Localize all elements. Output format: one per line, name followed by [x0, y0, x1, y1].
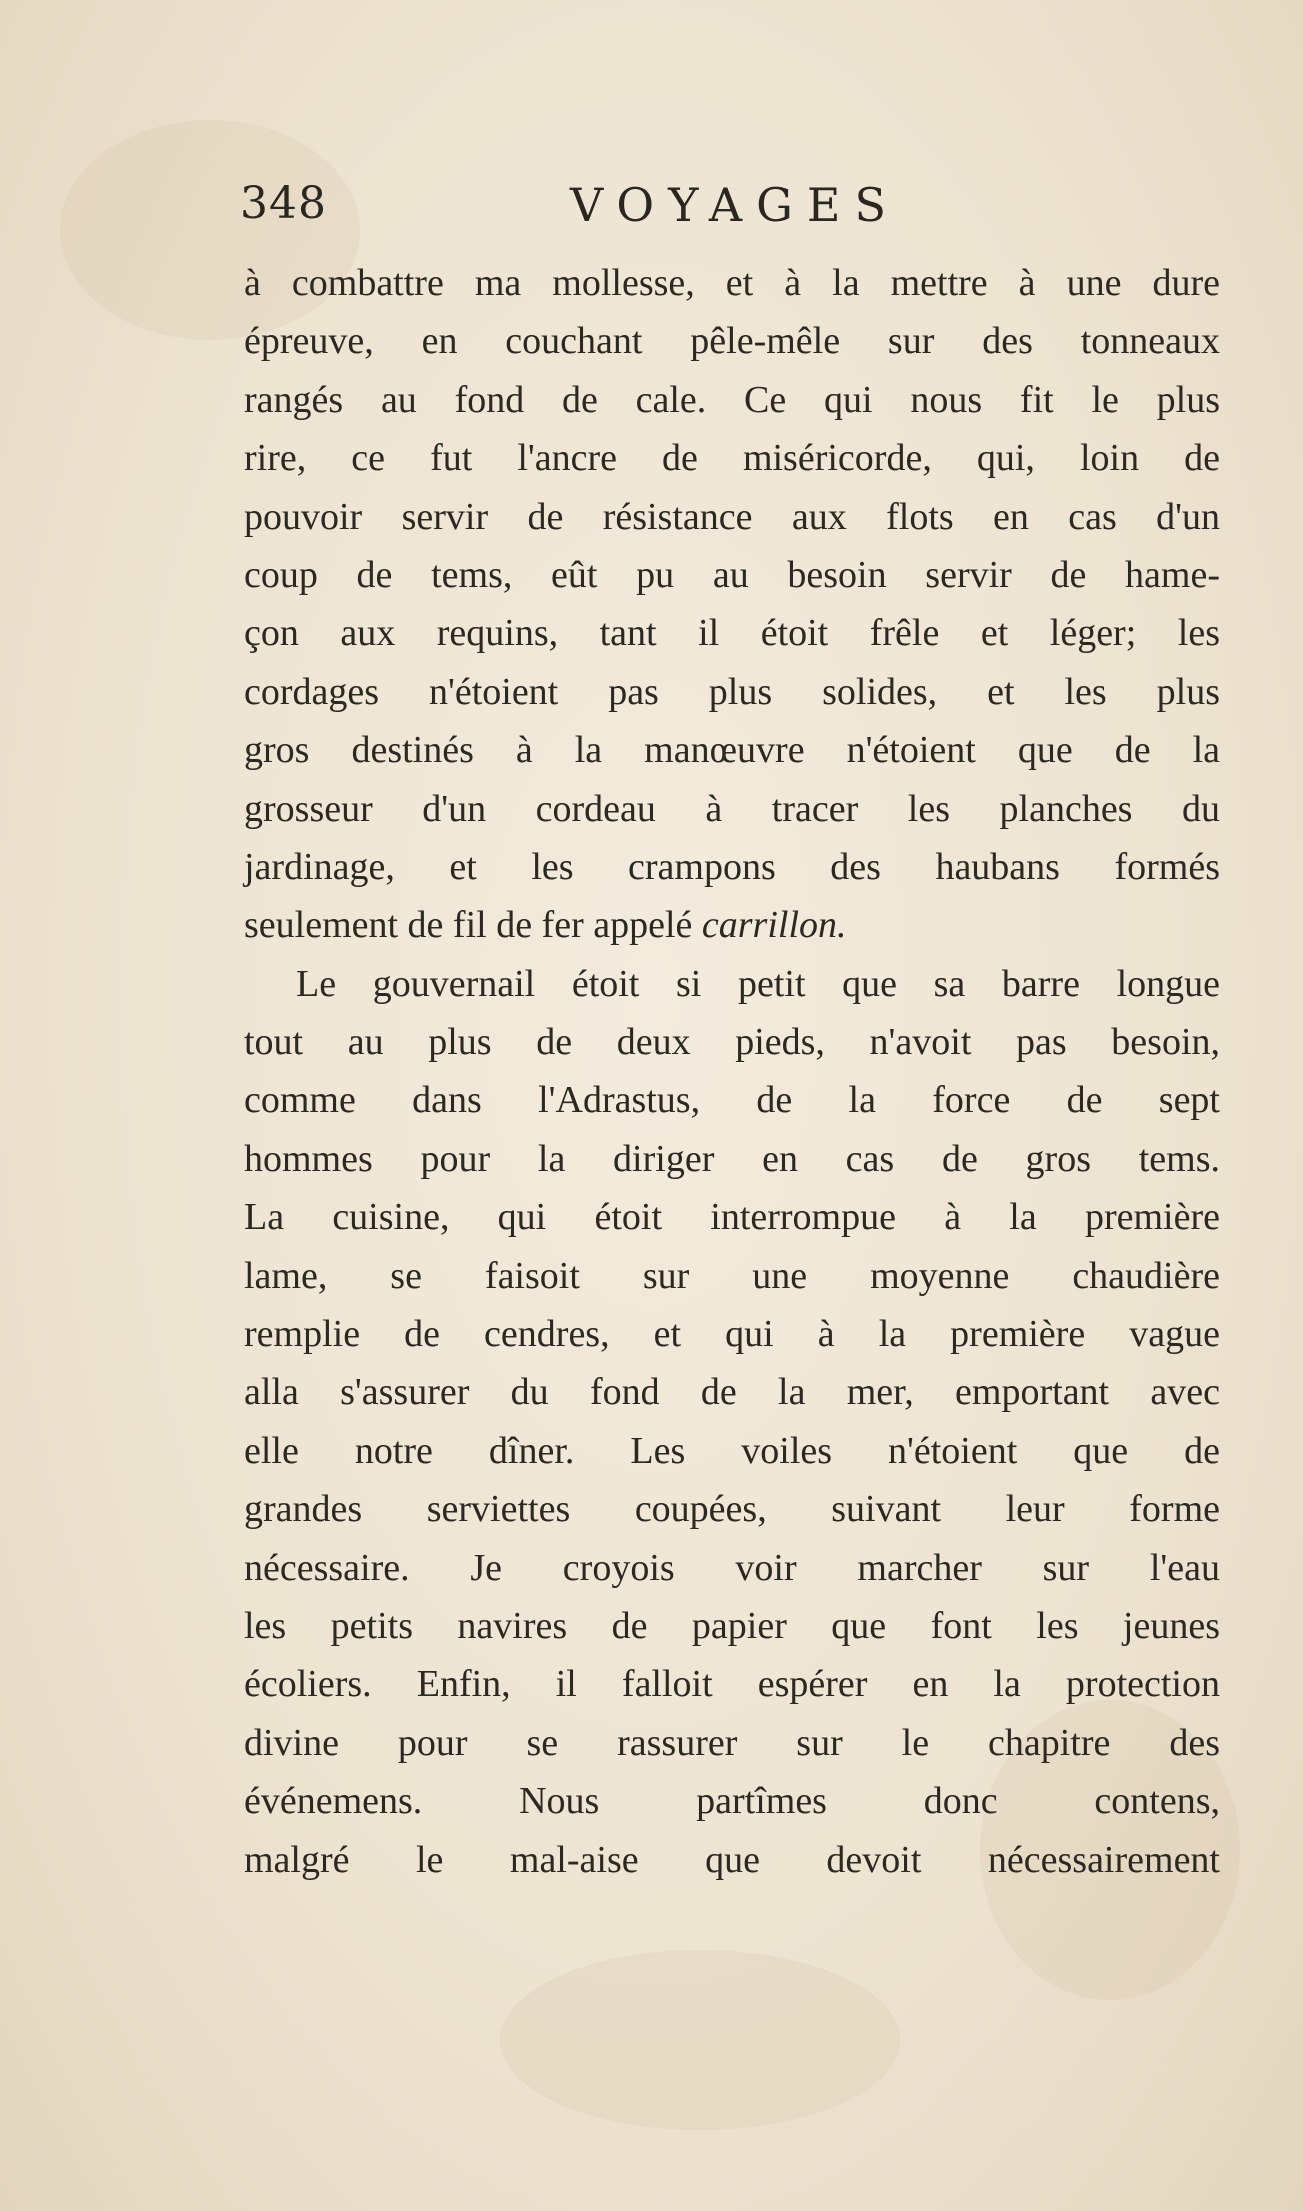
paragraph-end-line — [244, 896, 1220, 954]
text-line: lame, se faisoit sur une moyenne chaudière — [244, 1254, 1220, 1297]
body-text — [244, 254, 1220, 1889]
page-header — [240, 178, 1230, 238]
page-number: 348 — [240, 178, 327, 229]
text-line: çon aux requins, tant il étoit frêle et léger; les — [244, 612, 1220, 655]
text-line: alla s'assurer du fond de la mer, emportant avec — [244, 1371, 1220, 1414]
text-segment: seulement de fil de fer appelé — [244, 904, 693, 947]
text-line: écoliers. Enfin, il falloit espérer en la protection — [244, 1663, 1220, 1706]
text-line: jardinage, et les crampons des haubans formés — [244, 845, 1220, 888]
text-line: épreuve, en couchant pêle-mêle sur des tonneaux — [244, 320, 1220, 363]
text-line: rangés au fond de cale. Ce qui nous fit le plus — [244, 378, 1220, 421]
italic-word: carrillon. — [701, 904, 847, 947]
text-line: rire, ce fut l'ancre de miséricorde, qui, loin de — [244, 437, 1220, 480]
text-line: nécessaire. Je croyois voir marcher sur l'eau — [244, 1546, 1220, 1589]
text-line: tout au plus de deux pieds, n'avoit pas besoin, — [244, 1021, 1220, 1064]
text-line: événemens. Nous partîmes donc contens, — [244, 1780, 1220, 1823]
text-line: malgré le mal-aise que devoit nécessairement — [244, 1838, 1220, 1881]
text-line: cordages n'étoient pas plus solides, et les plus — [244, 670, 1220, 713]
text-line: grandes serviettes coupées, suivant leur forme — [244, 1488, 1220, 1531]
text-line: grosseur d'un cordeau à tracer les planches du — [244, 787, 1220, 830]
text-line: à combattre ma mollesse, et à la mettre à une dure — [244, 262, 1220, 304]
text-line: les petits navires de papier que font les jeunes — [244, 1604, 1220, 1647]
text-line: gros destinés à la manœuvre n'étoient que de la — [244, 729, 1220, 772]
text-line: elle notre dîner. Les voiles n'étoient que de — [244, 1429, 1220, 1472]
text-line: pouvoir servir de résistance aux flots en cas d'un — [244, 495, 1220, 538]
paragraph-first-line: Le gouvernail étoit si petit que sa barre longue — [296, 962, 1220, 1005]
text-line: remplie de cendres, et qui à la première vague — [244, 1313, 1220, 1356]
paper-stain — [500, 1950, 900, 2130]
text-line: comme dans l'Adrastus, de la force de sept — [244, 1079, 1220, 1122]
running-title: VOYAGES — [570, 178, 900, 232]
text-line: coup de tems, eût pu au besoin servir de hame- — [244, 553, 1220, 596]
text-line: La cuisine, qui étoit interrompue à la première — [244, 1196, 1220, 1239]
text-line: divine pour se rassurer sur le chapitre des — [244, 1721, 1220, 1764]
text-line: hommes pour la diriger en cas de gros tems. — [244, 1137, 1220, 1180]
